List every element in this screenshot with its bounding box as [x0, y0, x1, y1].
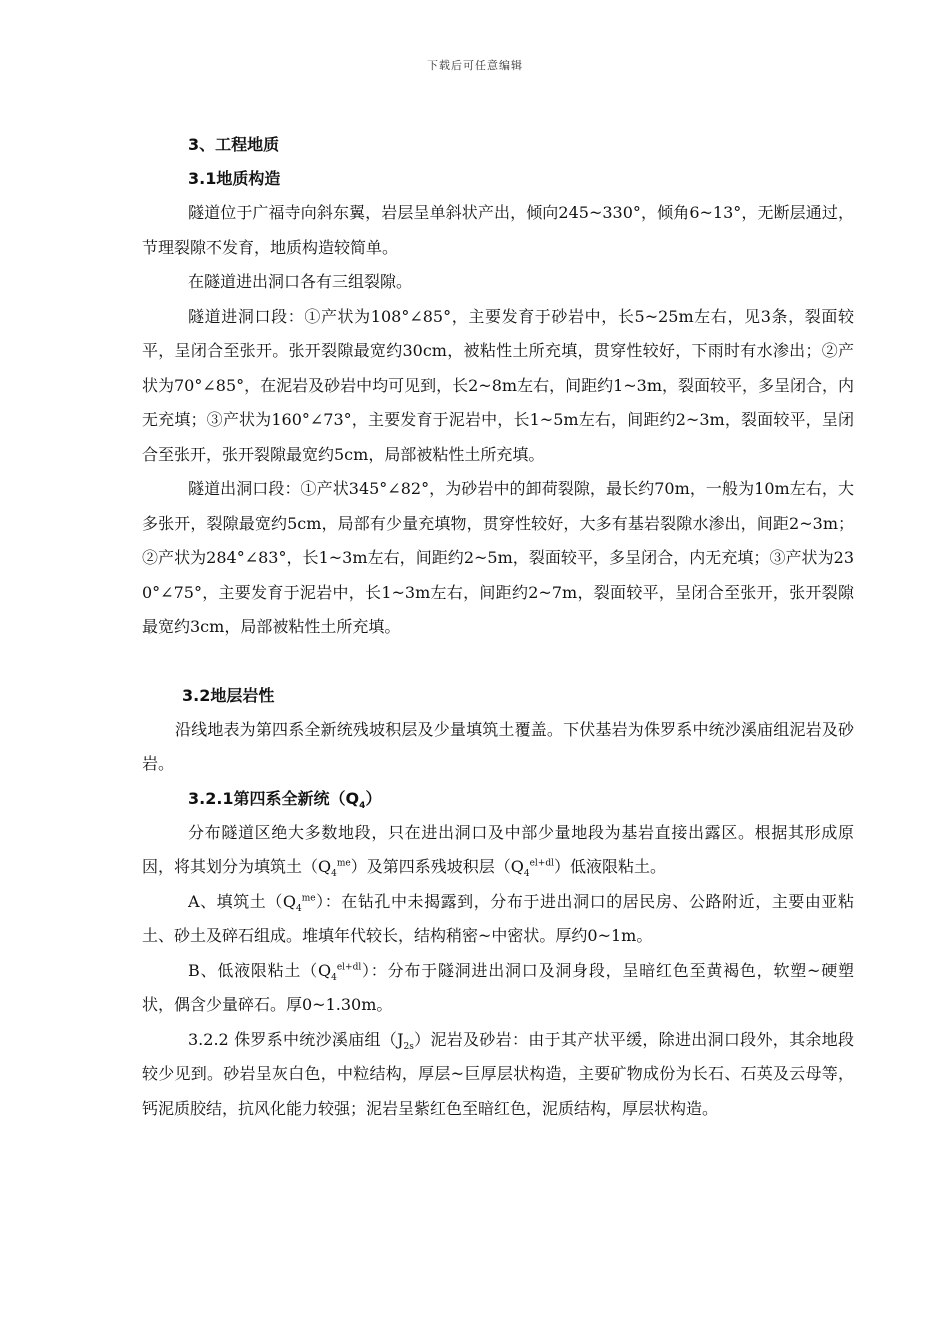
subscript: 4 [331, 869, 337, 880]
paragraph-exit-section: 隧道出洞口段：①产状345°∠82°，为砂岩中的卸荷裂隙，最长约70m，一般为10m左右，大多张开，裂隙最宽约5cm，局部有少量充填物，贯穿性较好，大多有基岩裂隙水渗出，间距2~3m；②产状为284°∠83°，长1~3m左右，间距约2~5m，裂面较平，多呈闭合，内无充填；③产状为230°∠75°，主要发育于泥岩中，长1~3m左右，间距约2~7m，裂面较平，呈闭合至张开，张开裂隙最宽约3cm，局部被粘性土所充填。 [142, 479, 854, 636]
text-run: 分布隧道区绝大多数地段，只在进出洞口及中部少量地段为基岩直接出露区。根据其形成原因，将其划分为填筑土（Q [142, 822, 854, 876]
subscript: 4 [296, 903, 302, 914]
text-run: 3.2.2 侏罗系中统沙溪庙组（J [188, 1029, 404, 1049]
title-text-end: ） [365, 788, 382, 808]
paragraph-structure-overview: 隧道位于广福寺向斜东翼，岩层呈单斜状产出，倾向245~330°，倾角6~13°，无断层通过，节理裂隙不发育，地质构造较简单。 [142, 203, 854, 257]
section-3-title: 3、工程地质 [188, 135, 280, 154]
subscript: 4 [359, 800, 366, 811]
text-run: ）低液限粘土。 [553, 857, 666, 876]
paragraph-low-liquid-limit-clay [142, 954, 854, 1023]
text-run: A、填筑土（Q [188, 891, 297, 911]
subscript: 4 [331, 972, 337, 983]
document-body [142, 128, 854, 1126]
subscript: 2s [403, 1041, 414, 1052]
section-3-2-1-title [142, 782, 854, 816]
text-run: ）：在钻孔中未揭露到，分布于进出洞口的居民房、公路附近，主要由亚粘土、砂土及碎石组成。堆填年代较长，结构稍密~中密状。厚约0~1m。 [142, 891, 854, 945]
title-text: 3.2.1第四系全新统（Q [188, 788, 360, 808]
section-3-1-title: 3.1地质构造 [188, 169, 281, 188]
section-3-2-title: 3.2地层岩性 [182, 685, 275, 705]
superscript: el+dl [529, 858, 554, 869]
paragraph-jurassic-bedrock [142, 1023, 854, 1127]
superscript: el+dl [336, 962, 362, 973]
paragraph-quaternary-distribution [142, 816, 854, 885]
text-run: ）：分布于隧洞进出洞口及洞身段，呈暗红色至黄褐色，软塑~硬塑状，偶含少量碎石。厚0~1.30m。 [142, 960, 854, 1014]
section-spacer [142, 645, 854, 679]
paragraph-strata-intro: 沿线地表为第四系全新统残坡积层及少量填筑土覆盖。下伏基岩为侏罗系中统沙溪庙组泥岩及砂岩。 [142, 719, 854, 773]
paragraph-entrance-section: 隧道进洞口段：①产状为108°∠85°，主要发育于砂岩中，长5~25m左右，见3条，裂面较平，呈闭合至张开。张开裂隙最宽约30cm，被粘性土所充填，贯穿性较好，下雨时有水渗出；②产状为70°∠85°，在泥岩及砂岩中均可见到，长2~8m左右，间距约1~3m，裂面较平，多呈闭合，内无充填；③产状为160°∠73°，主要发育于泥岩中，长1~5m左右，间距约2~3m，裂面较平，呈闭合至张开，张开裂隙最宽约5cm，局部被粘性土所充填。 [142, 306, 855, 464]
superscript: me [301, 893, 316, 904]
header-note: 下载后可任意编辑 [427, 59, 523, 72]
paragraph-fracture-groups: 在隧道进出洞口各有三组裂隙。 [188, 272, 413, 291]
text-run: B、低液限粘土（Q [188, 960, 332, 980]
text-run: ）及第四系残坡积层（Q [350, 857, 524, 876]
subscript: 4 [523, 869, 530, 880]
paragraph-fill-soil [142, 885, 854, 954]
superscript: me [336, 858, 351, 869]
text-run: ）泥岩及砂岩：由于其产状平缓，除进出洞口段外，其余地段较少见到。砂岩呈灰白色，中粒结构，厚层~巨厚层状构造，主要矿物成份为长石、石英及云母等，钙泥质胶结，抗风化能力较强；泥岩呈紫红色至暗红色，泥质结构，厚层状构造。 [142, 1029, 854, 1118]
